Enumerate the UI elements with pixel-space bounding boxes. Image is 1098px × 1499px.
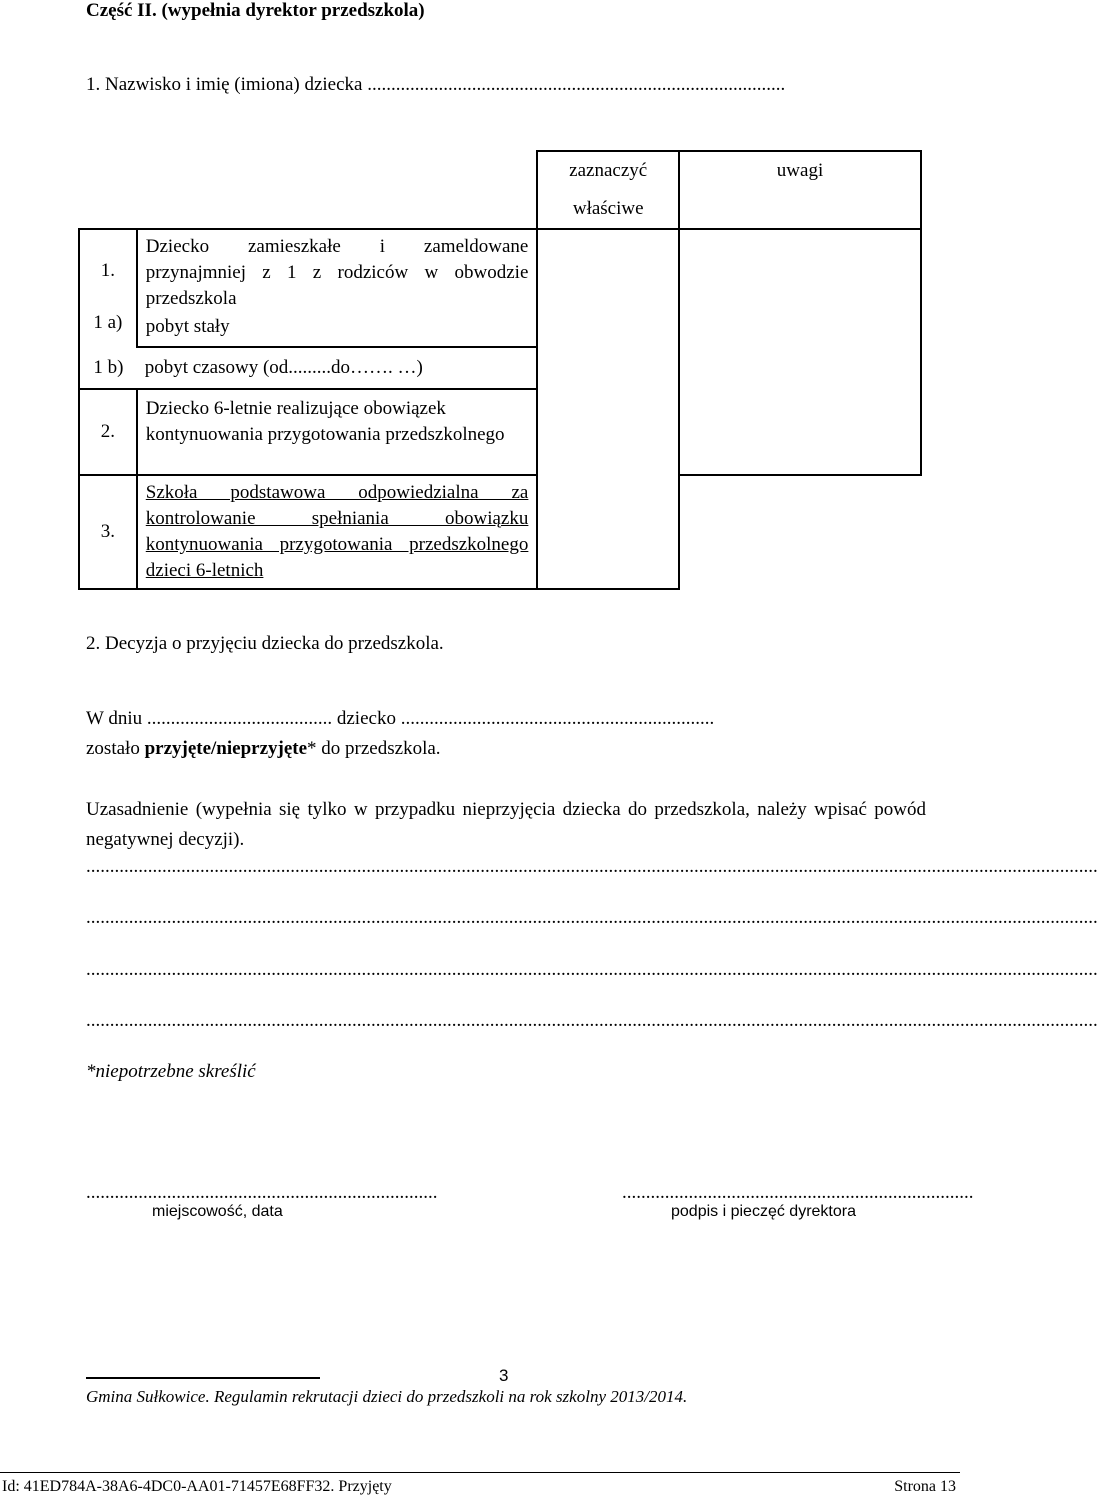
footnote-separator (86, 1377, 320, 1379)
row-number: 2. (79, 389, 137, 475)
column-header-notes: uwagi (679, 151, 921, 229)
footnote-note: *niepotrzebne skreślić (86, 1061, 256, 1082)
signature-label: podpis i pieczęć dyrektora (671, 1203, 856, 1220)
justification-line[interactable]: ..................................................................................................................................................................................................................... (86, 1010, 1098, 1031)
row-number: 3. (79, 475, 137, 589)
mark-cell[interactable] (537, 229, 679, 589)
row-label: Dziecko zamieszkałe i zameldowane przynajmniej z 1 z rodziców w obwodzie przedszkola (145, 236, 529, 309)
decision-result-choice[interactable]: przyjęte/nieprzyjęte (144, 738, 308, 759)
table-blank-corner (79, 151, 537, 229)
column-header-mark-line2: właściwe (572, 198, 644, 219)
decision-result-suffix: * do przedszkola. (307, 738, 441, 759)
row-label: pobyt czasowy (od.........do……. …) (137, 347, 538, 389)
row-number: 1 b) (79, 347, 137, 389)
row-number: 1 a) (93, 311, 123, 333)
notes-cell[interactable] (679, 229, 921, 475)
justification-line[interactable]: ..................................................................................................................................................................................................................... (86, 856, 1098, 877)
page-footer-rule (0, 1472, 960, 1473)
footnote-text: Gmina Sułkowice. Regulamin rekrutacji dzieci do przedszkoli na rok szkolny 2013/2014. (86, 1387, 688, 1406)
eligibility-table (78, 150, 922, 590)
decision-heading: 2. Decyzja o przyjęciu dziecka do przedszkola. (86, 633, 444, 654)
signature-line[interactable]: .......................................................................... (622, 1182, 974, 1203)
place-date-label: miejscowość, data (152, 1203, 283, 1220)
row-label: Dziecko 6-letnie realizujące obowiązek kontynuowania przygotowania przedszkolnego (137, 389, 538, 475)
decision-result-prefix: zostało (86, 738, 145, 759)
row-label: Szkoła podstawowa odpowiedzialna za kontrolowanie spełniania obowiązku kontynuowania przygotowania przedszkolnego dzieci 6-letnich (137, 475, 538, 589)
decision-result (86, 738, 441, 760)
row-number: 1. (100, 259, 115, 281)
justification-text: Uzasadnienie (wypełnia się tylko w przypadku nieprzyjęcia dziecka do przedszkola, należy wpisać powód negatywnej decyzji). (86, 799, 926, 850)
page-number: Strona 13 (894, 1478, 956, 1495)
document-id: Id: 41ED784A-38A6-4DC0-AA01-71457E68FF32. Przyjęty (2, 1478, 392, 1495)
row-label: pobyt stały (145, 316, 230, 337)
page-title: Część II. (wypełnia dyrektor przedszkola) (86, 0, 425, 21)
footnote-number: 3 (499, 1366, 509, 1385)
child-name-line[interactable]: 1. Nazwisko i imię (imiona) dziecka ........................................................................................ (86, 74, 786, 95)
decision-date-line[interactable]: W dniu ....................................... dziecko .................................................................. (86, 708, 715, 729)
place-date-line[interactable]: .......................................................................... (86, 1182, 438, 1203)
notes-cell-blank (679, 475, 921, 589)
justification-line[interactable]: ..................................................................................................................................................................................................................... (86, 907, 1098, 928)
column-header-mark (537, 151, 679, 229)
justification-line[interactable]: ..................................................................................................................................................................................................................... (86, 959, 1098, 980)
column-header-mark-line1: zaznaczyć (569, 160, 648, 181)
